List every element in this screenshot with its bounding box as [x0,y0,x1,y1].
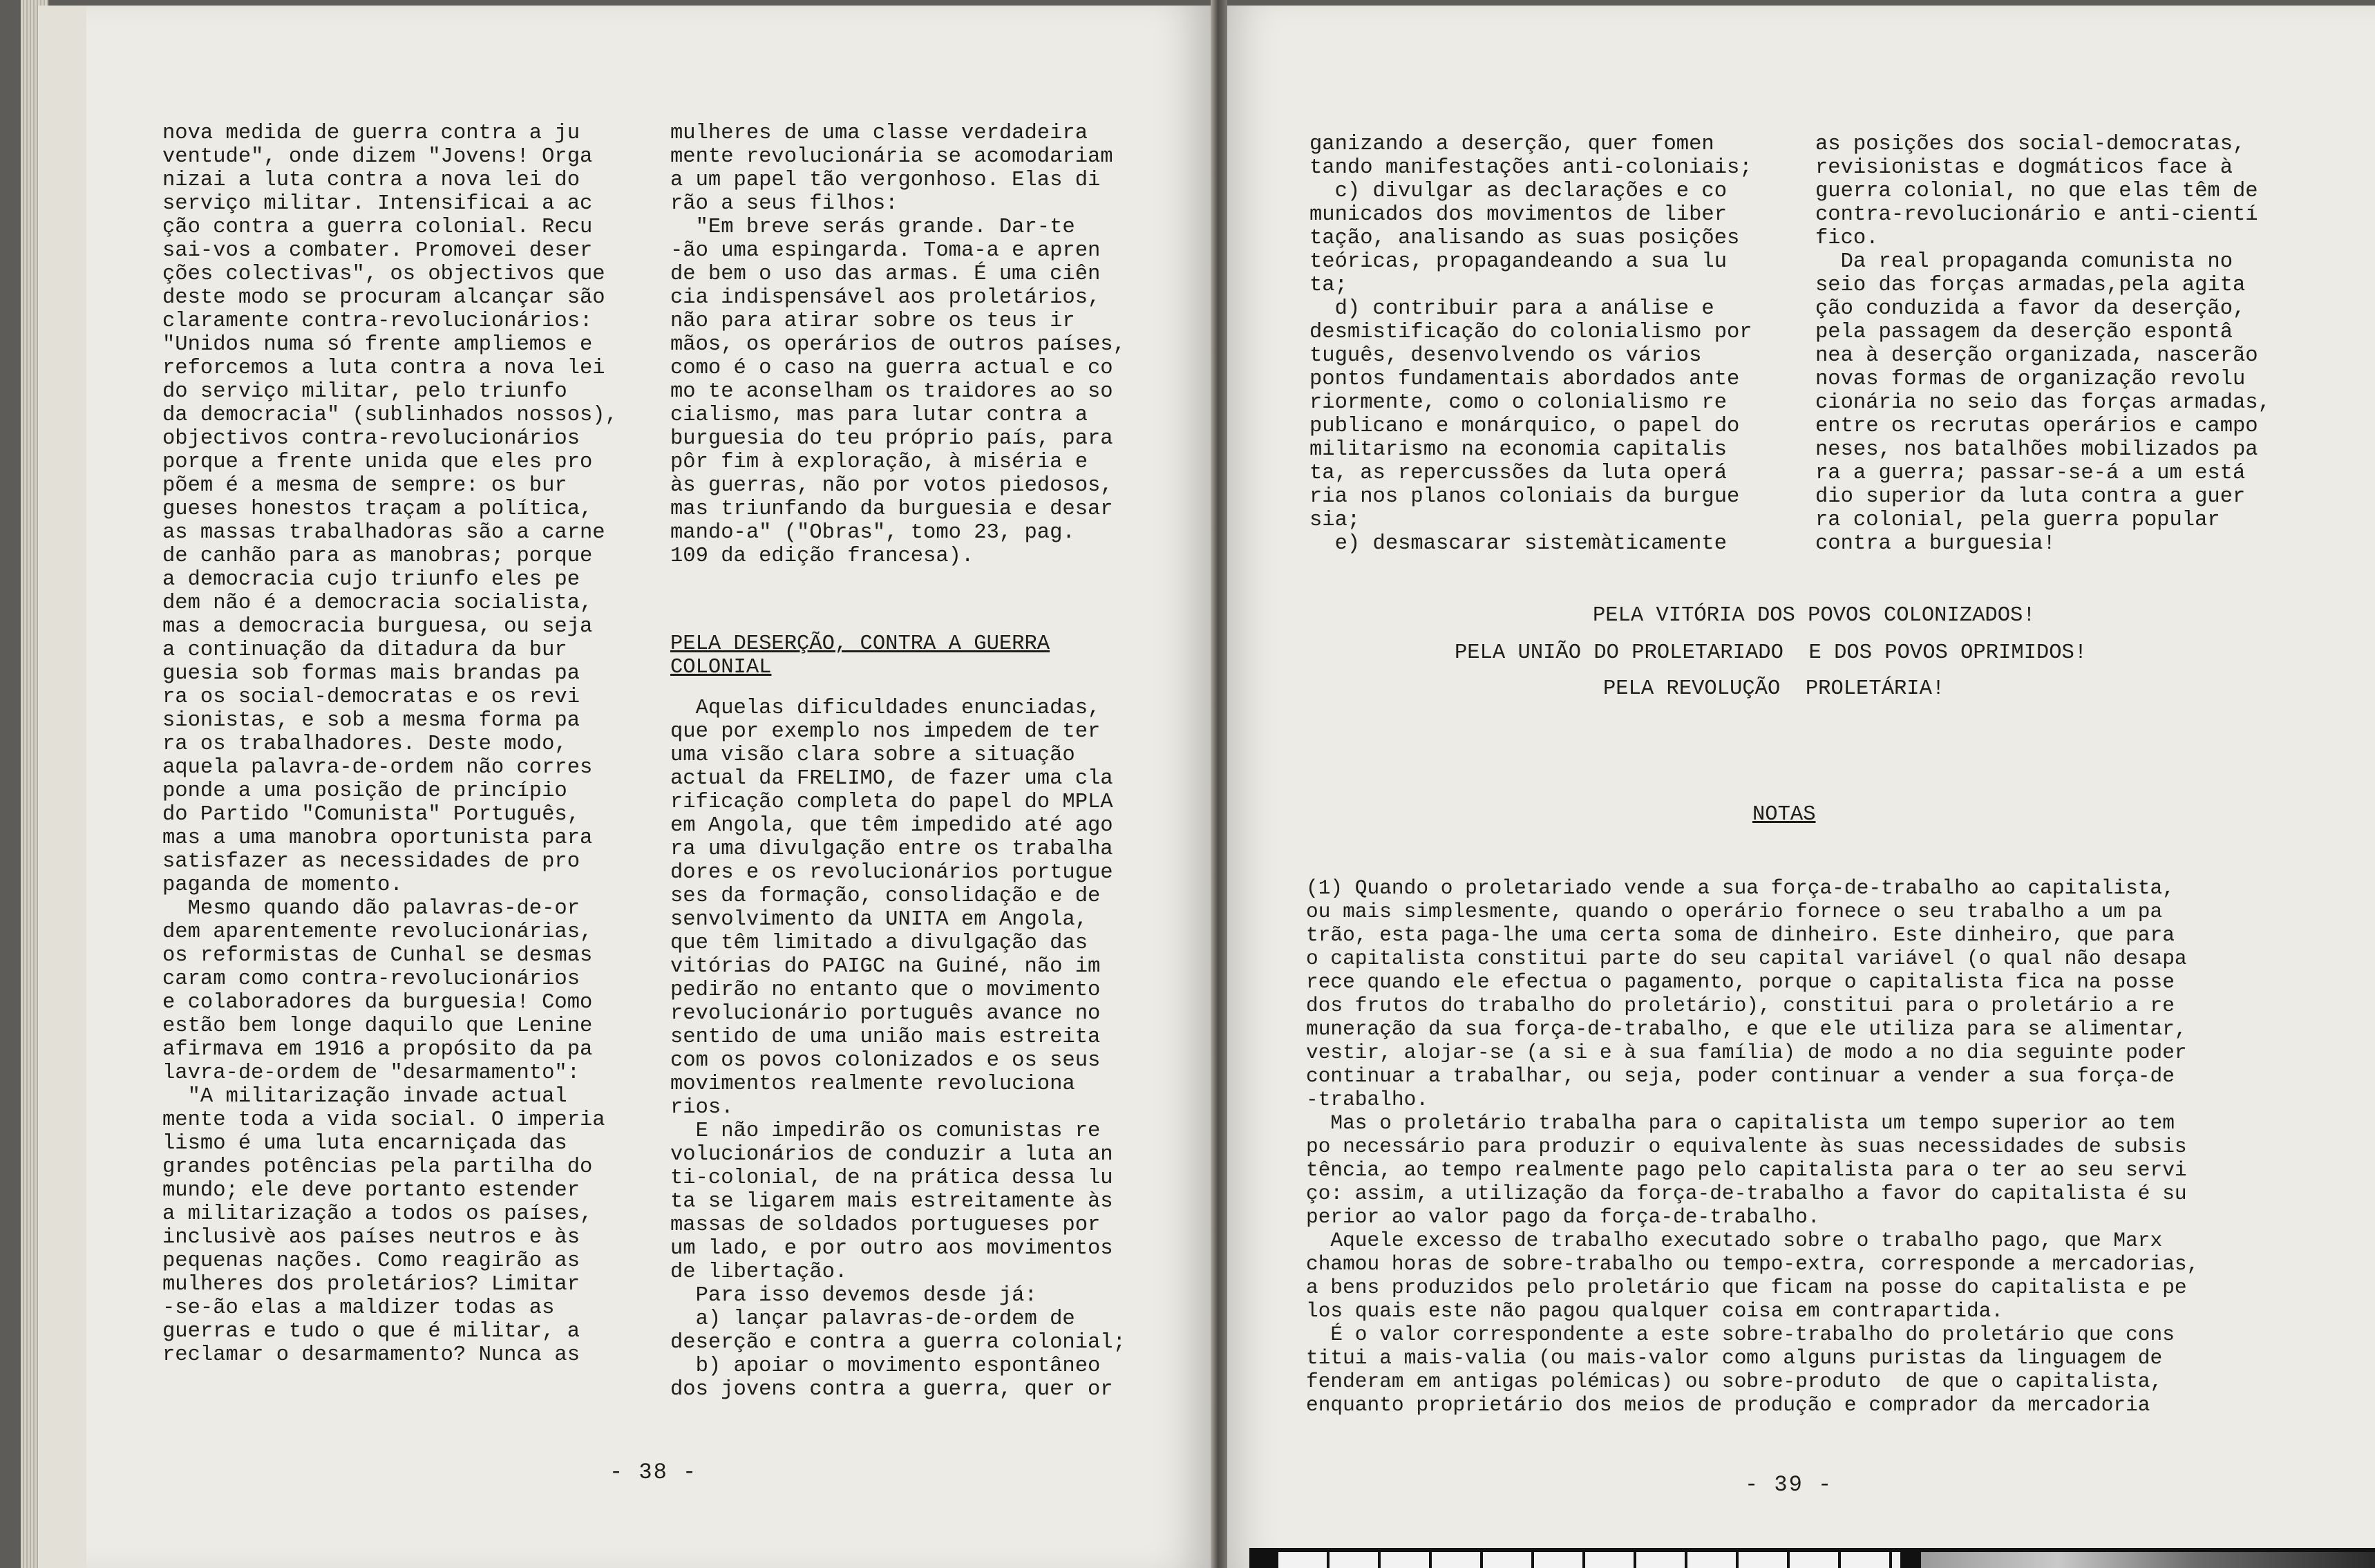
text-line: do Partido "Comunista" Português, [162,803,580,826]
right-page-column-2 [1815,133,2271,556]
right-page-column-1 [1309,133,1752,556]
text-line: mas a democracia burguesa, ou seja [162,615,593,639]
text-line: mando-a" ("Obras", tomo 23, pag. [670,521,1075,545]
text-line: guerra colonial, no que elas têm de [1815,180,2258,203]
text-line: sionistas, e sob a mesma forma pa [162,709,580,733]
text-line: E não impedirão os comunistas re [670,1120,1101,1143]
text-line: ta; [1309,274,1347,297]
text-line: cialismo, mas para lutar contra a [670,404,1088,427]
text-line: trão, esta paga-lhe uma certa soma de dinheiro. Este dinheiro, que para [1306,923,2175,947]
text-line: ou mais simplesmente, quando o operário fornece o seu trabalho a um pa [1306,900,2163,923]
text-line: às guerras, não por votos piedosos, [670,474,1113,498]
text-line: ra a guerra; passar-se-á a um está [1815,462,2246,485]
text-line: vitórias do PAIGC na Guiné, não im [670,955,1101,979]
left-page-column-2-quote [670,122,1126,568]
text-line: da democracia" (sublinhados nossos), [162,404,618,427]
text-line: teóricas, propagandeando a sua lu [1309,250,1727,274]
text-line: os reformistas de Cunhal se desmas [162,944,593,967]
text-line: chamou horas de sobre-trabalho ou tempo-extra, corresponde a mercadorias, [1306,1252,2199,1276]
text-line: não para atirar sobre os teus ir [670,310,1075,333]
text-line: Aquele excesso de trabalho executado sobre o trabalho pago, que Marx [1306,1229,2163,1252]
text-line: nea à deserção organizada, nascerão [1815,344,2258,368]
text-line: rece quando ele efectua o pagamento, porque o capitalista fica na posse [1306,970,2175,994]
text-line: o capitalista constitui parte do seu capital variável (o qual não desapa [1306,947,2187,970]
text-line: tuguês, desenvolvendo os vários [1309,344,1702,368]
scan-ruler-greyscale [1921,1552,2375,1568]
text-line: ganizando a deserção, quer fomen [1309,133,1714,156]
slogan-3: PELA REVOLUÇÃO PROLETÁRIA! [1603,677,1945,701]
text-line: actual da FRELIMO, de fazer uma cla [670,767,1113,791]
text-line: pela passagem da deserção espontâ [1815,321,2233,344]
text-line: Para isso devemos desde já: [670,1284,1037,1307]
text-line: tando manifestações anti-coloniais; [1309,156,1752,180]
text-line: po necessário para produzir o equivalente às suas necessidades de subsis [1306,1135,2187,1158]
text-line: vestir, alojar-se (a si e à sua família) de modo a no dia seguinte poder [1306,1041,2187,1064]
page-number-left: - 38 - [609,1460,698,1485]
text-line: sentido de uma união mais estreita [670,1026,1101,1049]
text-line: guerras e tudo o que é militar, a [162,1320,580,1343]
text-line: contra-revolucionário e anti-cientí [1815,203,2258,227]
text-line: "Em breve serás grande. Dar-te [670,216,1075,239]
footnotes-block [1306,876,2199,1417]
text-line: Aquelas dificuldades enunciadas, [670,697,1101,720]
text-line: aquela palavra-de-ordem não corres [162,756,593,780]
text-line: guesia sob formas mais brandas pa [162,662,580,686]
text-line: a) lançar palavras-de-ordem de [670,1307,1075,1331]
text-line: volucionários de conduzir a luta an [670,1143,1113,1166]
text-line: as massas trabalhadoras são a carne [162,521,605,545]
text-line: Mesmo quando dão palavras-de-or [162,897,580,920]
text-line: Mas o proletário trabalha para o capitalista um tempo superior ao tem [1306,1111,2175,1135]
text-line: seio das forças armadas,pela agita [1815,274,2246,297]
text-line: desmistificação do colonialismo por [1309,321,1752,344]
text-line: mulheres de uma classe verdadeira [670,122,1088,145]
text-line: ço: assim, a utilização da força-de-trabalho a favor do capitalista é su [1306,1182,2187,1205]
text-line: neses, nos batalhões mobilizados pa [1815,438,2258,462]
text-line: paganda de momento. [162,873,403,897]
text-line: d) contribuir para a análise e [1309,297,1714,321]
text-line: "Unidos numa só frente ampliemos e [162,333,593,357]
text-line: lismo é uma luta encarniçada das [162,1132,567,1155]
text-line: enquanto proprietário dos meios de produção e comprador da mercadoria [1306,1393,2150,1417]
text-line: perior ao valor pago da força-de-trabalho. [1306,1205,1820,1229]
text-line: massas de soldados portugueses por [670,1213,1101,1237]
text-line: COLONIAL [670,656,772,679]
text-line: mãos, os operários de outros países, [670,333,1126,357]
text-line: nizai a luta contra a nova lei do [162,169,580,192]
slogan-1: PELA VITÓRIA DOS POVOS COLONIZADOS! [1593,604,2036,627]
scan-ruler-scale [1278,1552,1900,1568]
text-line: senvolvimento da UNITA em Angola, [670,908,1088,932]
text-line: caram como contra-revolucionários [162,967,580,991]
text-line: -trabalho. [1306,1088,1429,1111]
text-line: de libertação. [670,1260,848,1284]
section-heading-desercao [670,632,1050,679]
text-line: estão bem longe daquilo que Lenine [162,1014,593,1038]
text-line: burguesia do teu próprio país, para [670,427,1113,451]
text-line: fenderam em antigas polémicas) ou sobre-produto de que o capitalista, [1306,1370,2163,1393]
text-line: a militarização a todos os países, [162,1202,593,1226]
text-line: serviço militar. Intensificai a ac [162,192,593,216]
text-line: b) apoiar o movimento espontâneo [670,1354,1101,1378]
text-line: mas triunfando da burguesia e desar [670,498,1113,521]
text-line: novas formas de organização revolu [1815,368,2246,391]
text-line: ra uma divulgação entre os trabalha [670,838,1113,861]
text-line: fico. [1815,227,1879,250]
text-line: dem aparentemente revolucionárias, [162,920,593,944]
text-line: contra a burguesia! [1815,532,2056,556]
text-line: de canhão para as manobras; porque [162,545,593,568]
text-line: a democracia cujo triunfo eles pe [162,568,580,592]
text-line: sia; [1309,509,1361,532]
text-line: ra os trabalhadores. Deste modo, [162,733,567,756]
text-line: -se-ão elas a maldizer todas as [162,1296,555,1320]
text-line: mundo; ele deve portanto estender [162,1179,580,1202]
text-line: ponde a uma posição de princípio [162,780,567,803]
text-line: ção contra a guerra colonial. Recu [162,216,593,239]
text-line: que por exemplo nos impedem de ter [670,720,1101,744]
text-line: dos frutos do trabalho do proletário), constitui para o proletário a re [1306,994,2175,1017]
text-line: inclusivè aos países neutros e às [162,1226,580,1249]
text-line: ria nos planos coloniais da burgue [1309,485,1740,509]
text-line: Da real propaganda comunista no [1815,250,2233,274]
text-line: ções colectivas", os objectivos que [162,263,605,286]
text-line: ta se ligarem mais estreitamente às [670,1190,1113,1213]
text-line: -ão uma espingarda. Toma-a e apren [670,239,1101,263]
text-line: gueses honestos traçam a política, [162,498,593,521]
text-line: e) desmascarar sistemàticamente [1309,532,1727,556]
left-page-column-1 [162,122,618,1367]
text-line: continuar a trabalhar, ou seja, poder continuar a vender a sua força-de [1306,1064,2175,1088]
text-line: porque a frente unida que eles pro [162,451,593,474]
text-line: ventude", onde dizem "Jovens! Orga [162,145,593,169]
text-line: titui a mais-valia (ou mais-valor como alguns puristas da linguagem de [1306,1346,2163,1370]
text-line: (1) Quando o proletariado vende a sua força-de-trabalho ao capitalista, [1306,876,2175,900]
text-line: cia indispensável aos proletários, [670,286,1101,310]
text-line: rão a seus filhos: [670,192,898,216]
text-line: deste modo se procuram alcançar são [162,286,605,310]
text-line: mente toda a vida social. O imperia [162,1108,605,1132]
text-line: afirmava em 1916 a propósito da pa [162,1038,593,1061]
slogan-2: PELA UNIÃO DO PROLETARIADO E DOS POVOS OPRIMIDOS! [1455,641,2088,665]
left-page-column-2-body [670,697,1126,1401]
text-line: um lado, e por outro aos movimentos [670,1237,1113,1260]
text-line: pedirão no entanto que o movimento [670,979,1101,1002]
text-line: lavra-de-ordem de "desarmamento": [162,1061,580,1085]
text-line: rios. [670,1096,734,1120]
text-line: pôr fim à exploração, à miséria e [670,451,1088,474]
text-line: PELA DESERÇÃO, CONTRA A GUERRA [670,632,1050,656]
text-line: a continuação da ditadura da bur [162,639,567,662]
text-line: do serviço militar, pelo triunfo [162,380,567,404]
text-line: nova medida de guerra contra a ju [162,122,580,145]
text-line: dos jovens contra a guerra, quer or [670,1378,1113,1401]
text-line: muneração da sua força-de-trabalho, e que ele utiliza para se alimentar, [1306,1017,2187,1041]
text-line: ta, as repercussões da luta operá [1309,462,1727,485]
text-line: ses da formação, consolidação e de [670,885,1101,908]
text-line: deserção e contra a guerra colonial; [670,1331,1126,1354]
text-line: que têm limitado a divulgação das [670,932,1088,955]
text-line: É o valor correspondente a este sobre-trabalho do proletário que cons [1306,1323,2175,1346]
text-line: ção conduzida a favor da deserção, [1815,297,2246,321]
page-number-right: - 39 - [1745,1472,1833,1498]
text-line: revolucionário português avance no [670,1002,1101,1026]
text-line: uma visão clara sobre a situação [670,744,1075,767]
text-line: mente revolucionária se acomodariam [670,145,1113,169]
text-line: tência, ao tempo realmente pago pelo capitalista para o ter ao seu servi [1306,1158,2187,1182]
text-line: ti-colonial, de na prática dessa lu [670,1166,1113,1190]
book-gutter [1211,0,1227,1568]
text-line: riormente, como o colonialismo re [1309,391,1727,415]
text-line: 109 da edição francesa). [670,545,974,568]
text-line: de bem o uso das armas. É uma ciên [670,263,1101,286]
text-line: põem é a mesma de sempre: os bur [162,474,567,498]
text-line: a um papel tão vergonhoso. Elas di [670,169,1101,192]
text-line: entre os recrutas operários e campo [1815,415,2258,438]
text-line: publicano e monárquico, o papel do [1309,415,1740,438]
text-line: dores e os revolucionários portugue [670,861,1113,885]
text-line: com os povos colonizados e os seus [670,1049,1101,1073]
text-line: c) divulgar as declarações e co [1309,180,1727,203]
text-line: claramente contra-revolucionários: [162,310,593,333]
text-line: satisfazer as necessidades de pro [162,850,580,873]
text-line: em Angola, que têm impedido até ago [670,814,1113,838]
text-line: reclamar o desarmamento? Nunca as [162,1343,580,1367]
text-line: tação, analisando as suas posições [1309,227,1740,250]
text-line: pequenas nações. Como reagirão as [162,1249,580,1273]
text-line: mulheres dos proletários? Limitar [162,1273,580,1296]
text-line: objectivos contra-revolucionários [162,427,580,451]
text-line: a bens produzidos pelo proletário que ficam na posse do capitalista e pe [1306,1276,2187,1299]
text-line: ra colonial, pela guerra popular [1815,509,2220,532]
text-line: dio superior da luta contra a guer [1815,485,2246,509]
text-line: sai-vos a combater. Promovei deser [162,239,593,263]
text-line: militarismo na economia capitalis [1309,438,1727,462]
text-line: as posições dos social-democratas, [1815,133,2246,156]
text-line: como é o caso na guerra actual e co [670,357,1113,380]
text-line: movimentos realmente revoluciona [670,1073,1075,1096]
text-line: cionária no seio das forças armadas, [1815,391,2271,415]
text-line: municados dos movimentos de liber [1309,203,1727,227]
text-line: mo te aconselham os traidores ao so [670,380,1113,404]
text-line: reforcemos a luta contra a nova lei [162,357,605,380]
text-line: los quais este não pagou qualquer coisa em contrapartida. [1306,1299,2004,1323]
text-line: mas a uma manobra oportunista para [162,826,593,850]
text-line: revisionistas e dogmáticos face à [1815,156,2233,180]
text-line: ra os social-democratas e os revi [162,686,580,709]
notes-title: NOTAS [1752,803,1816,826]
text-line: rificação completa do papel do MPLA [670,791,1113,814]
text-line: e colaboradores da burguesia! Como [162,991,593,1014]
text-line: "A militarização invade actual [162,1085,567,1108]
text-line: grandes potências pela partilha do [162,1155,593,1179]
text-line: pontos fundamentais abordados ante [1309,368,1740,391]
text-line: dem não é a democracia socialista, [162,592,593,615]
